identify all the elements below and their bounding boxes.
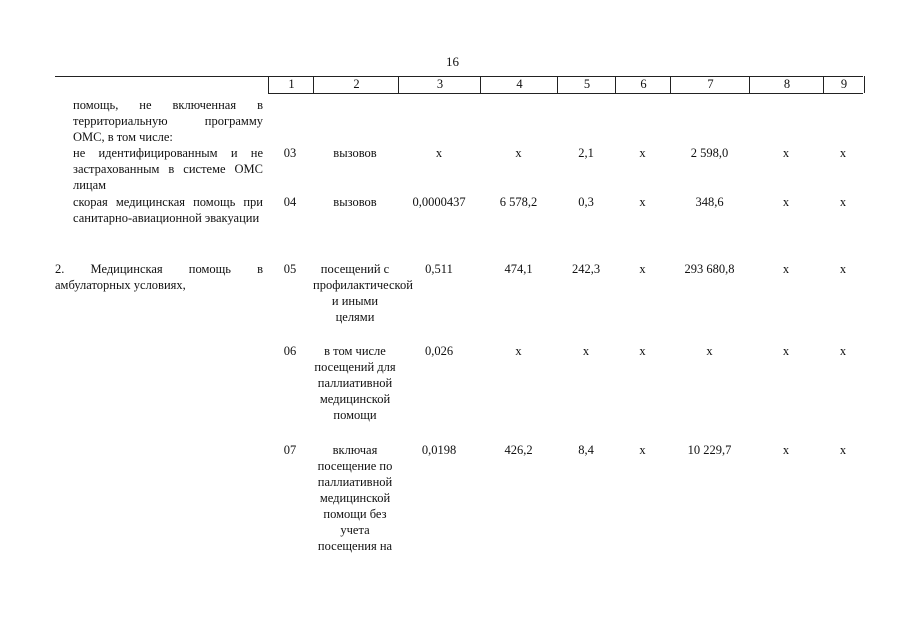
header-col-7: 7 <box>670 76 750 93</box>
header-col-2: 2 <box>313 76 399 93</box>
table-header-row <box>268 76 863 94</box>
cell-col-7: 293 680,8 <box>684 262 735 276</box>
header-col-4: 4 <box>480 76 558 93</box>
cell-col-9: х <box>839 344 847 358</box>
header-col-8: 8 <box>749 76 824 93</box>
row-code: 03 <box>283 146 297 160</box>
cell-col-8: х <box>782 146 790 160</box>
cell-col-5: 242,3 <box>571 262 601 276</box>
cell-col-6: х <box>639 443 646 457</box>
cell-col-9: х <box>839 262 847 276</box>
cell-col-7: 2 598,0 <box>690 146 729 160</box>
cell-col-4: х <box>515 146 522 160</box>
row-code: 05 <box>283 262 297 276</box>
row-description: не идентифицированным и не застрахованным в системе ОМС лицам <box>73 146 263 192</box>
cell-col-3: 0,026 <box>424 344 454 358</box>
cell-col-4: 426,2 <box>504 443 533 457</box>
cell-col-8: х <box>782 443 790 457</box>
cell-col-5: 2,1 <box>578 146 594 160</box>
row-code: 06 <box>283 344 297 358</box>
cell-col-7: 348,6 <box>695 195 724 209</box>
cell-col-6: х <box>639 262 646 276</box>
cell-col-9: х <box>839 195 847 209</box>
page-number: 16 <box>446 54 459 69</box>
header-col-5: 5 <box>557 76 616 93</box>
cell-col-6: х <box>639 195 646 209</box>
cell-col-7: 10 229,7 <box>687 443 732 457</box>
cell-col-3: 0,0000437 <box>412 195 466 209</box>
row-code: 07 <box>283 443 297 457</box>
row-description: 2. Медицинская помощь в амбулаторных условиях, <box>55 262 263 292</box>
cell-col-6: х <box>639 344 646 358</box>
cell-col-8: х <box>782 195 790 209</box>
header-col-9: 9 <box>823 76 865 93</box>
cell-col-4: х <box>515 344 522 358</box>
cell-col-3: 0,511 <box>425 262 453 276</box>
cell-col-3: 0,0198 <box>421 443 457 457</box>
row-description: скорая медицинская помощь при санитарно-авиационной эвакуации <box>73 195 263 225</box>
row-unit: в том числе посещений для паллиативной медицинской помощи <box>314 344 396 422</box>
row-description: помощь, не включенная в территориальную программу ОМС, в том числе: <box>73 98 263 144</box>
cell-col-5: 8,4 <box>578 443 594 457</box>
header-col-1: 1 <box>268 76 314 93</box>
cell-col-4: 6 578,2 <box>499 195 538 209</box>
cell-col-9: х <box>839 443 847 457</box>
cell-col-5: 0,3 <box>578 195 594 209</box>
cell-col-9: х <box>839 146 847 160</box>
header-col-3: 3 <box>398 76 481 93</box>
header-col-6: 6 <box>615 76 671 93</box>
cell-col-3: х <box>435 146 443 160</box>
row-unit: включая посещение по паллиативной медицинской помощи без учета посещения на <box>317 443 393 553</box>
cell-col-5: х <box>582 344 590 358</box>
cell-col-4: 474,1 <box>504 262 533 276</box>
row-unit: посещений с профилактической и иными целями <box>313 262 413 324</box>
cell-col-7: х <box>706 344 713 358</box>
row-unit: вызовов <box>333 195 377 209</box>
row-code: 04 <box>283 195 297 209</box>
cell-col-8: х <box>782 344 790 358</box>
cell-col-8: х <box>782 262 790 276</box>
row-unit: вызовов <box>333 146 377 160</box>
cell-col-6: х <box>639 146 646 160</box>
